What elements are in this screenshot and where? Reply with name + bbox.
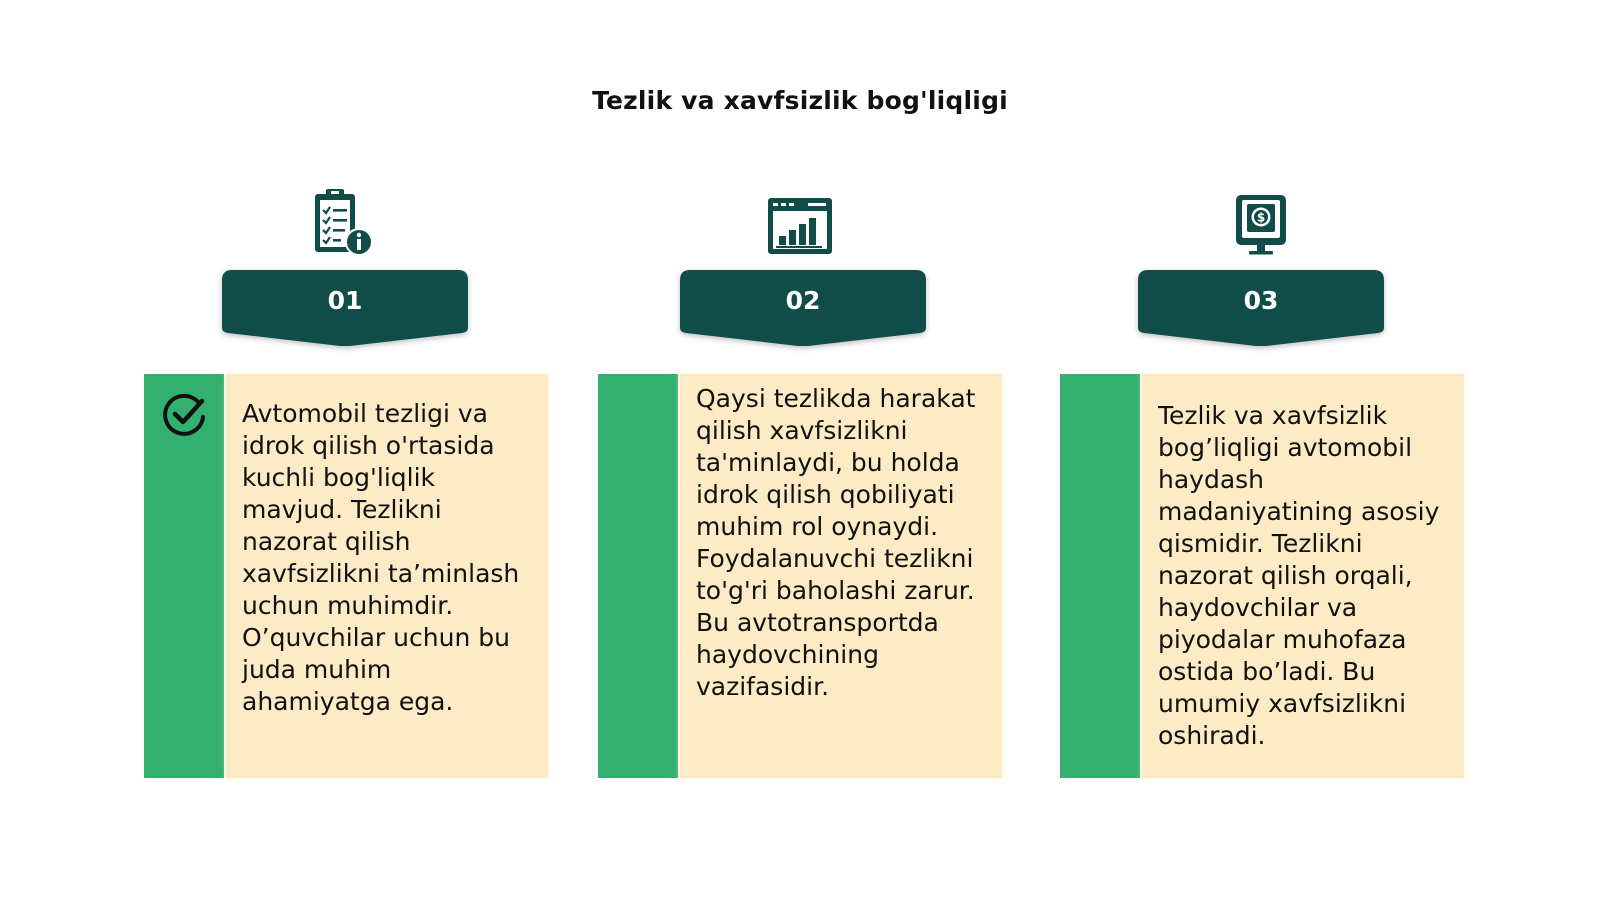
step-badge-03: [1138, 270, 1384, 346]
svg-text:$: $: [1256, 210, 1266, 225]
step-card-02: [598, 374, 1002, 778]
card-accent-strip: [1060, 374, 1140, 778]
card-body: [226, 374, 548, 778]
monitor-dollar-coin-icon: [1225, 188, 1297, 260]
card-text: Tezlik va xavfsizlik bog’liqligi avtomobil haydash madaniyatining asosiy qismidir. Tezlikni nazorat qilish orqali, haydovchilar va piyodalar muhofaza ostida bo’ladi. Bu umumiy xavfsizlikni oshiradi.: [1158, 401, 1440, 750]
card-text: Avtomobil tezligi va idrok qilish o'rtasida kuchli bog'liqlik mavjud. Tezlikni nazorat qilish xavfsizlikni ta’minlash uchun muhimdir. O’quvchilar uchun bu juda muhim ahamiyatga ega.: [242, 399, 520, 716]
card-accent-strip: [598, 374, 678, 778]
checkmark-circle-icon: [162, 392, 208, 438]
card-text: Qaysi tezlikda harakat qilish xavfsizlikni ta'minlaydi, bu holda idrok qilish qobiliyati muhim rol oynaydi. Foydalanuvchi tezlikni to'g'ri baholashi zarur. Bu avtotransportda haydovchining vazifasidir.: [696, 384, 976, 701]
step-card-01: [144, 374, 548, 778]
page-title: Tezlik va xavfsizlik bog'liqligi: [592, 86, 1008, 115]
card-body: [1142, 374, 1464, 778]
step-card-03: [1060, 374, 1464, 778]
card-accent-strip: [144, 374, 224, 778]
browser-bar-chart-icon: [764, 190, 836, 262]
clipboard-checklist-info-icon: [309, 188, 381, 260]
card-body: [680, 374, 1002, 778]
step-number: 03: [1243, 286, 1279, 315]
step-number: 02: [785, 286, 821, 315]
step-badge-02: [680, 270, 926, 346]
step-badge-01: [222, 270, 468, 346]
step-number: 01: [327, 286, 363, 315]
